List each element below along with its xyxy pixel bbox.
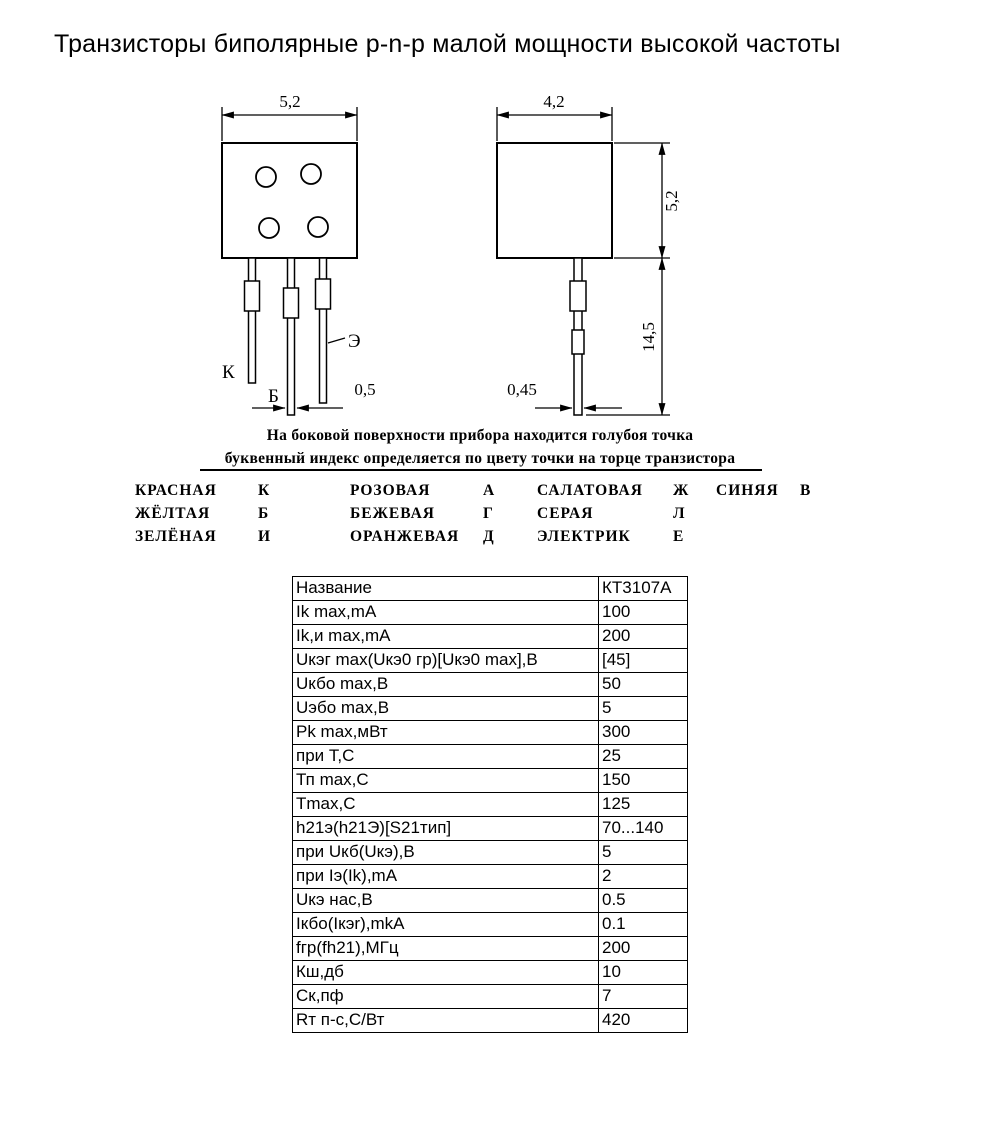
- param-name-cell: Uэбо max,В: [293, 697, 599, 721]
- color-name: [716, 502, 800, 525]
- param-name-cell: при Iэ(Ik),mA: [293, 865, 599, 889]
- color-table-row: [135, 525, 835, 548]
- param-name-cell: Название: [293, 577, 599, 601]
- param-name-cell: Uкэ нас,В: [293, 889, 599, 913]
- param-value-cell: 0.1: [599, 913, 688, 937]
- color-name: САЛАТОВАЯ: [537, 482, 643, 499]
- param-name-cell: Ik max,mA: [293, 601, 599, 625]
- param-name-cell: Ik,и max,mA: [293, 625, 599, 649]
- package-hole: [301, 164, 321, 184]
- param-value-cell: 50: [599, 673, 688, 697]
- param-name-cell: при Т,С: [293, 745, 599, 769]
- color-letter: И: [258, 528, 272, 545]
- color-name: ЗЕЛЁНАЯ: [135, 528, 217, 545]
- color-letter: А: [483, 482, 496, 499]
- package-hole: [259, 218, 279, 238]
- note-line-2: буквенный индекс определяется по цвету точки на торце транзистора: [224, 450, 736, 467]
- color-name: РОЗОВАЯ: [350, 482, 431, 499]
- param-value-cell: 150: [599, 769, 688, 793]
- param-value-cell: КТ3107А: [599, 577, 688, 601]
- table-row: [293, 841, 688, 865]
- color-letter: Д: [483, 528, 495, 545]
- param-value-cell: 10: [599, 961, 688, 985]
- dim-side-body-depth: 4,2: [543, 92, 565, 111]
- param-name-cell: Кш,дб: [293, 961, 599, 985]
- param-name-cell: Ск,пф: [293, 985, 599, 1009]
- color-letter: К: [258, 482, 271, 499]
- table-row: [293, 889, 688, 913]
- side-lead-collar: [570, 281, 586, 311]
- package-hole: [256, 167, 276, 187]
- color-letter: В: [800, 482, 812, 499]
- param-value-cell: 2: [599, 865, 688, 889]
- dim-side-lead-length: 14,5: [639, 322, 658, 352]
- table-row: [293, 769, 688, 793]
- param-name-cell: Pk max,мВт: [293, 721, 599, 745]
- color-name: [716, 525, 800, 548]
- param-name-cell: Uкэг max(Uкэ0 гр)[Uкэ0 max],В: [293, 649, 599, 673]
- color-name: КРАСНАЯ: [135, 482, 217, 499]
- package-hole: [308, 217, 328, 237]
- param-value-cell: 7: [599, 985, 688, 1009]
- table-row: [293, 865, 688, 889]
- table-row: [293, 817, 688, 841]
- color-name: ОРАНЖЕВАЯ: [350, 528, 460, 545]
- package-body-front: [222, 143, 357, 258]
- param-value-cell: 25: [599, 745, 688, 769]
- param-name-cell: Iкбо(Iкэr),mkA: [293, 913, 599, 937]
- param-value-cell: 0.5: [599, 889, 688, 913]
- param-name-cell: Тп max,С: [293, 769, 599, 793]
- param-name-cell: Rт п-с,С/Вт: [293, 1009, 599, 1033]
- base-lead-collar: [284, 288, 299, 318]
- emitter-lead-collar: [316, 279, 331, 309]
- notes-divider: [200, 469, 762, 471]
- leader-line: [328, 338, 345, 343]
- side-view-drawing: [497, 92, 681, 415]
- table-row: [293, 697, 688, 721]
- color-letter: Л: [673, 505, 686, 522]
- dim-front-lead-width: 0,5: [354, 380, 376, 399]
- color-letter: Е: [673, 528, 685, 545]
- color-name: ЭЛЕКТРИК: [537, 528, 631, 545]
- package-body-side: [497, 143, 612, 258]
- param-value-cell: 125: [599, 793, 688, 817]
- collector-lead-collar: [245, 281, 260, 311]
- color-letter: [800, 502, 835, 525]
- param-name-cell: при Uкб(Uкэ),В: [293, 841, 599, 865]
- lead-label-emitter: Э: [348, 331, 361, 352]
- table-row: [293, 601, 688, 625]
- base-lead: [288, 258, 295, 415]
- param-value-cell: 300: [599, 721, 688, 745]
- table-row: [293, 625, 688, 649]
- param-name-cell: h21э(h21Э)[S21тип]: [293, 817, 599, 841]
- color-table-row: [135, 479, 835, 502]
- parameters-table: [292, 576, 688, 1033]
- param-value-cell: 200: [599, 625, 688, 649]
- param-value-cell: 5: [599, 697, 688, 721]
- lead-label-base: Б: [268, 386, 279, 407]
- color-letter: Ж: [673, 482, 690, 499]
- table-row: [293, 745, 688, 769]
- lead-label-collector: К: [222, 362, 235, 383]
- front-view-drawing: [222, 92, 376, 415]
- table-row: [293, 649, 688, 673]
- param-value-cell: 100: [599, 601, 688, 625]
- collector-lead: [249, 258, 256, 383]
- table-row: [293, 721, 688, 745]
- table-row: [293, 937, 688, 961]
- param-value-cell: 5: [599, 841, 688, 865]
- color-letter: [800, 525, 835, 548]
- param-name-cell: Uкбо max,В: [293, 673, 599, 697]
- color-code-table: [135, 479, 835, 548]
- table-row: [293, 961, 688, 985]
- color-name: БЕЖЕВАЯ: [350, 505, 435, 522]
- package-outline-drawing: [130, 85, 870, 430]
- param-name-cell: fгр(fh21),МГц: [293, 937, 599, 961]
- param-value-cell: [45]: [599, 649, 688, 673]
- table-row: [293, 985, 688, 1009]
- table-row: [293, 793, 688, 817]
- param-name-cell: Tmax,С: [293, 793, 599, 817]
- page-title: Транзисторы биполярные p-n-p малой мощности высокой частоты: [54, 30, 841, 58]
- color-letter: Г: [483, 505, 494, 522]
- notes-block: [135, 424, 825, 470]
- dim-side-lead-width: 0,45: [507, 380, 537, 399]
- table-row: [293, 913, 688, 937]
- table-row: [293, 577, 688, 601]
- side-lead-segment: [572, 330, 584, 354]
- note-line-1: На боковой поверхности прибора находится голубоя точка: [266, 427, 694, 444]
- color-letter: Б: [258, 505, 270, 522]
- param-value-cell: 420: [599, 1009, 688, 1033]
- param-value-cell: 200: [599, 937, 688, 961]
- param-value-cell: 70...140: [599, 817, 688, 841]
- color-name: СИНЯЯ: [716, 482, 779, 499]
- color-name: ЖЁЛТАЯ: [135, 505, 211, 522]
- dim-side-body-height: 5,2: [662, 190, 681, 212]
- table-row: [293, 673, 688, 697]
- dim-front-body-width: 5,2: [279, 92, 301, 111]
- parameters-table-body: [293, 577, 688, 1033]
- color-table-row: [135, 502, 835, 525]
- table-row: [293, 1009, 688, 1033]
- color-name: СЕРАЯ: [537, 505, 594, 522]
